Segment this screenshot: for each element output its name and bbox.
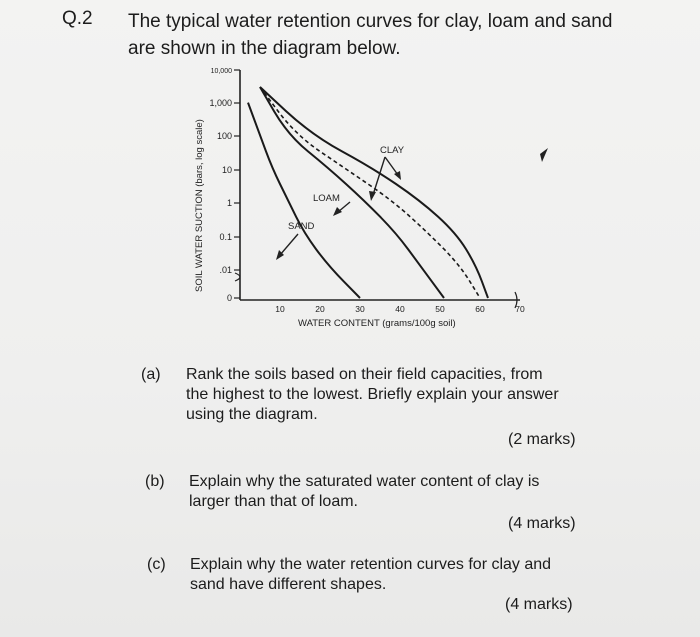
x-tick-label: 20 [315, 304, 325, 314]
y-tick-label: .01 [219, 265, 232, 275]
part-b-marks: (4 marks) [508, 515, 576, 532]
part-b-line: larger than that of loam. [189, 493, 358, 510]
part-c-marks: (4 marks) [505, 596, 573, 613]
question-text-line: The typical water retention curves for clay, loam and sand [128, 11, 613, 32]
question-text-line: are shown in the diagram below. [128, 38, 401, 59]
x-tick-label: 70 [515, 304, 525, 314]
y-tick-label: 0.1 [219, 232, 232, 242]
sand-curve [248, 103, 360, 298]
y-tick-label: 10,000 [210, 68, 232, 75]
x-tick-label: 30 [355, 304, 365, 314]
x-axis-label: WATER CONTENT (grams/100g soil) [298, 318, 456, 329]
loam-curve [260, 87, 444, 298]
x-tick-label: 60 [475, 304, 485, 314]
x-tick-label: 10 [275, 304, 285, 314]
part-c-label: (c) [147, 556, 166, 573]
part-a-line: the highest to the lowest. Briefly explain your answer [186, 386, 559, 403]
clay-annotation: CLAY [380, 145, 405, 156]
y-tick-label: 10 [221, 165, 232, 175]
part-c-line: Explain why the water retention curves for clay and [190, 556, 552, 573]
sand-annotation: SAND [288, 221, 315, 232]
y-ticks [234, 70, 240, 298]
clay-arrow-head-2 [394, 171, 401, 180]
y-tick-label: 100 [216, 131, 232, 141]
part-a-marks: (2 marks) [508, 431, 576, 448]
y-axis-label: SOIL WATER SUCTION (bars, log scale) [194, 119, 205, 292]
loam-annotation: LOAM [313, 193, 340, 204]
sand-arrow [280, 234, 298, 255]
y-tick-label: 1,000 [209, 98, 232, 108]
curve-end-arrow [540, 148, 548, 162]
part-a-line: using the diagram. [186, 406, 318, 423]
clay-arrow-2 [385, 157, 398, 175]
loam-arrow-head [333, 207, 342, 216]
part-c-line: sand have different shapes. [190, 576, 387, 593]
question-number: Q.2 [62, 8, 93, 29]
water-retention-diagram [180, 60, 560, 340]
part-a-line: Rank the soils based on their field capacities, from [186, 366, 543, 383]
part-b-label: (b) [145, 473, 165, 490]
y-tick-label: 0 [226, 293, 232, 303]
part-b-line: Explain why the saturated water content of clay is [189, 473, 540, 490]
x-tick-label: 50 [435, 304, 445, 314]
curves [248, 87, 488, 298]
clay-arrow-head-1 [369, 191, 376, 201]
x-tick-label: 40 [395, 304, 405, 314]
part-a-label: (a) [141, 366, 161, 383]
y-tick-label: 1 [226, 198, 232, 208]
question-text [128, 8, 648, 62]
